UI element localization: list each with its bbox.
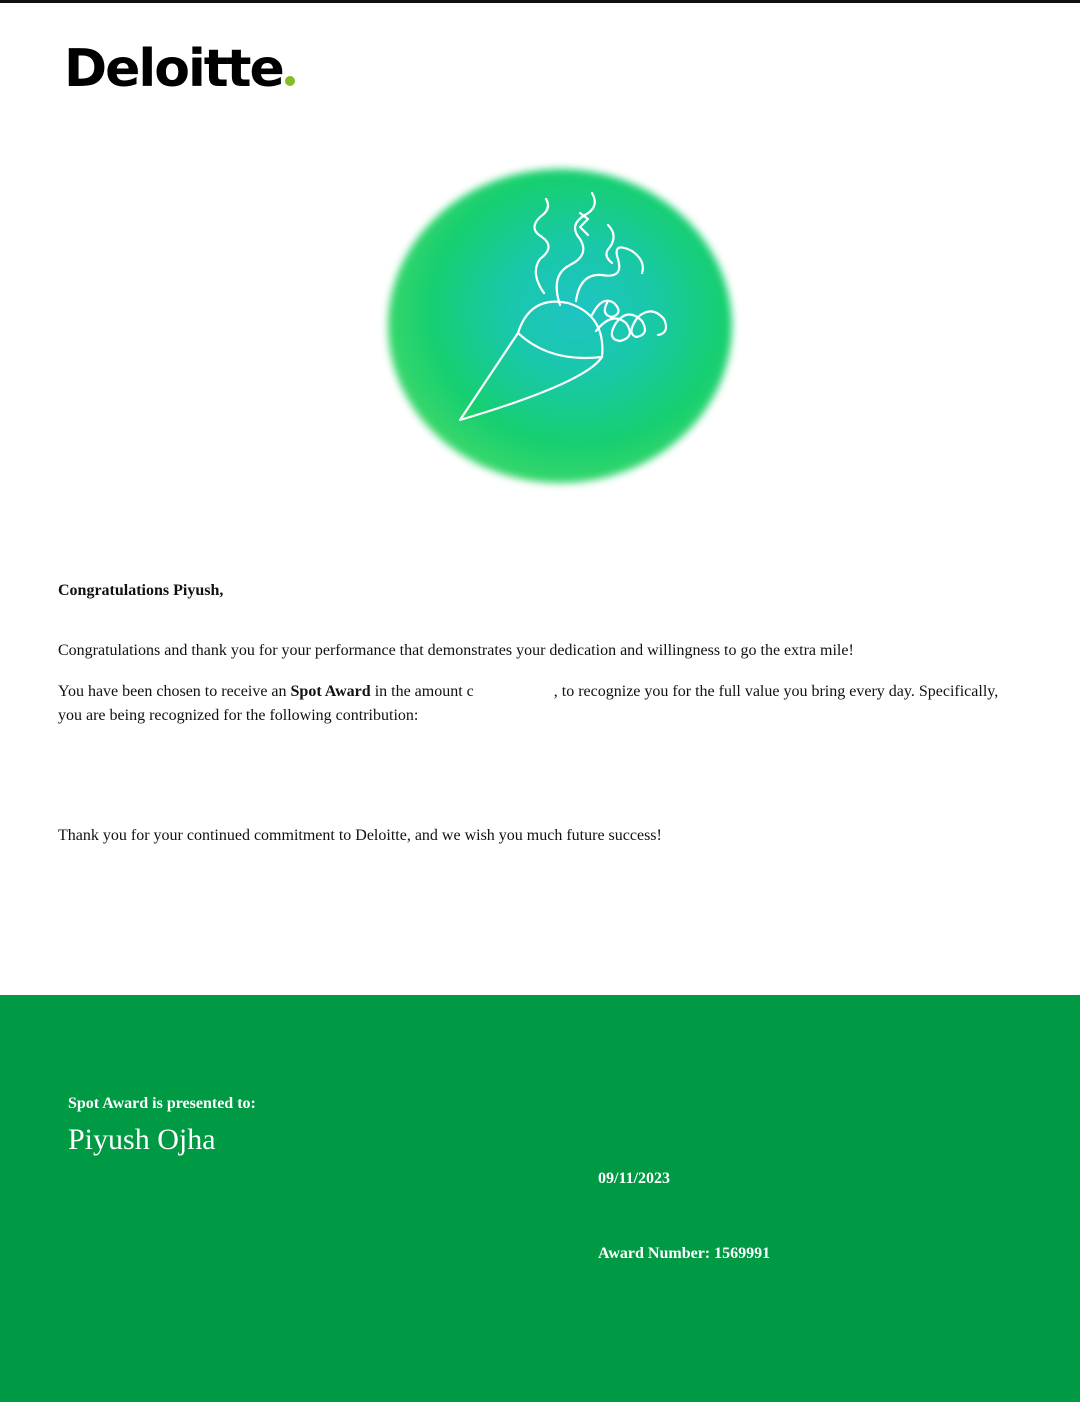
award-date: 09/11/2023	[598, 1170, 671, 1187]
hero-illustration	[380, 155, 740, 495]
closing-line: Thank you for your continued commitment to Deloitte, and we wish you much future success!	[58, 827, 662, 844]
presented-to-label: Spot Award is presented to:	[68, 1095, 256, 1112]
greeting: Congratulations Piyush,	[58, 582, 224, 599]
paragraph-award-middle: in the amount c	[370, 683, 474, 700]
paragraph-award	[58, 680, 1018, 728]
paragraph-award-suffix: , to recognize you for the full value you bring every day. Specifically, you are being recognized for the following contribution:	[58, 683, 999, 724]
logo-green-dot	[285, 76, 295, 86]
party-popper-icon	[380, 155, 740, 495]
deloitte-logo	[64, 39, 295, 99]
certificate-page	[0, 3, 1080, 1402]
paragraph-award-prefix: You have been chosen to receive an	[58, 683, 291, 700]
award-number: Award Number: 1569991	[598, 1245, 771, 1262]
award-name: Spot Award	[290, 683, 371, 700]
award-band	[0, 995, 1080, 1402]
recipient-name: Piyush Ojha	[68, 1123, 216, 1156]
logo-wordmark: Deloitte	[64, 39, 283, 99]
paragraph-thanks: Congratulations and thank you for your performance that demonstrates your dedication and willingness to go the extra mile!	[58, 642, 854, 659]
